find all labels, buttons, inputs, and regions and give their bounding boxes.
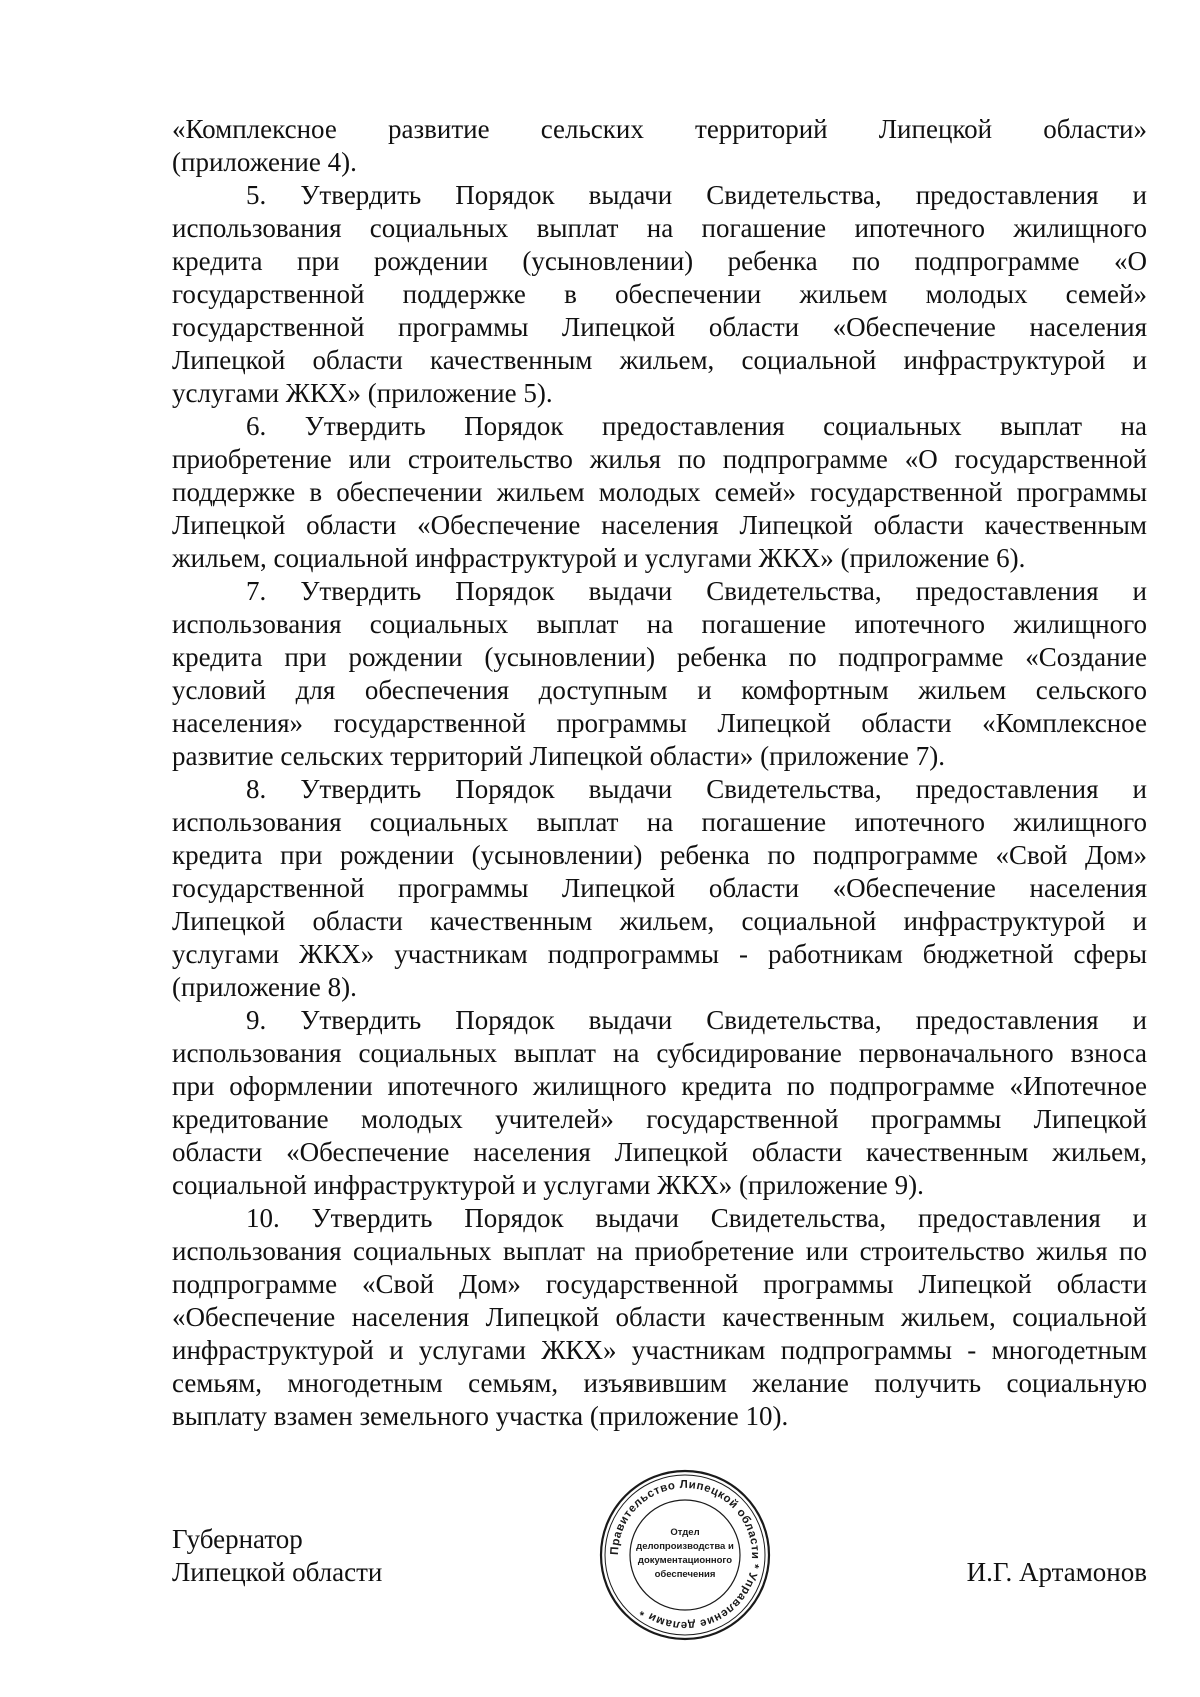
text-line: приобретение или строительство жилья по подпрограмме «О государственной [172,444,1147,474]
text-line: использования социальных выплат на погашение ипотечного жилищного [172,807,1147,837]
text-line: области «Обеспечение населения Липецкой области качественным жильем, [172,1137,1147,1167]
text-line: поддержке в обеспечении жильем молодых семей» государственной программы [172,477,1147,507]
text-line: кредита при рождении (усыновлении) ребенка по подпрограмме «Свой Дом» [172,840,1147,870]
svg-text:обеспечения: обеспечения [654,1569,716,1580]
text-line: услугами ЖКХ» участникам подпрограммы - работникам бюджетной сферы [172,939,1147,969]
text-line: (приложение 4). [172,147,357,177]
text-line: условий для обеспечения доступным и комфортным жильем сельского [172,675,1147,705]
signer-name: И.Г. Артамонов [966,1557,1147,1587]
stamp-center-text [636,1527,734,1580]
text-line: использования социальных выплат на погашение ипотечного жилищного [172,213,1147,243]
text-line: Липецкой области «Обеспечение населения Липецкой области качественным [172,510,1147,540]
signer-region: Липецкой области [172,1557,383,1587]
text-line: государственной программы Липецкой области «Обеспечение населения [172,873,1147,903]
item-5-line: 5. Утвердить Порядок выдачи Свидетельства, предоставления и [246,180,1147,210]
text-line: (приложение 8). [172,972,357,1002]
text-line: социальной инфраструктурой и услугами ЖКХ» (приложение 9). [172,1170,924,1200]
text-line: использования социальных выплат на приобретение или строительство жилья по [172,1236,1147,1266]
text-line: семьям, многодетным семьям, изъявившим желание получить социальную [172,1368,1147,1398]
text-line: инфраструктурой и услугами ЖКХ» участникам подпрограммы - многодетным [172,1335,1147,1365]
text-line: Липецкой области качественным жильем, социальной инфраструктурой и [172,345,1147,375]
text-line: жильем, социальной инфраструктурой и услугами ЖКХ» (приложение 6). [172,543,1026,573]
text-line: использования социальных выплат на субсидирование первоначального взноса [172,1038,1147,1068]
item-7-line: 7. Утвердить Порядок выдачи Свидетельства, предоставления и [246,576,1147,606]
svg-text:Отдел: Отдел [670,1527,700,1538]
text-line: населения» государственной программы Липецкой области «Комплексное [172,708,1147,738]
item-8-line: 8. Утвердить Порядок выдачи Свидетельства, предоставления и [246,774,1147,804]
text-line: кредита при рождении (усыновлении) ребенка по подпрограмме «О [172,246,1147,276]
stamp-ring-text: Правительство Липецкой области * Управление делами * [608,1478,762,1632]
text-line: развитие сельских территорий Липецкой области» (приложение 7). [172,741,945,771]
text-line: кредита при рождении (усыновлении) ребенка по подпрограмме «Создание [172,642,1147,672]
official-stamp [598,1468,772,1642]
text-line: использования социальных выплат на погашение ипотечного жилищного [172,609,1147,639]
text-line: Липецкой области качественным жильем, социальной инфраструктурой и [172,906,1147,936]
text-line: услугами ЖКХ» (приложение 5). [172,378,553,408]
text-line: государственной программы Липецкой области «Обеспечение населения [172,312,1147,342]
signer-position: Губернатор [172,1524,303,1554]
text-line: кредитование молодых учителей» государственной программы Липецкой [172,1104,1147,1134]
svg-text:документационного: документационного [637,1555,733,1566]
text-line: подпрограмме «Свой Дом» государственной программы Липецкой области [172,1269,1147,1299]
item-6-line: 6. Утвердить Порядок предоставления социальных выплат на [246,411,1147,441]
svg-text:делопроизводства и: делопроизводства и [636,1541,734,1552]
text-line: «Обеспечение населения Липецкой области качественным жильем, социальной [172,1302,1147,1332]
text-line: государственной поддержке в обеспечении жильем молодых семей» [172,279,1147,309]
text-line: при оформлении ипотечного жилищного кредита по подпрограмме «Ипотечное [172,1071,1147,1101]
item-9-line: 9. Утвердить Порядок выдачи Свидетельства, предоставления и [246,1005,1147,1035]
item-10-line: 10. Утвердить Порядок выдачи Свидетельства, предоставления и [246,1203,1147,1233]
text-line: «Комплексное развитие сельских территорий Липецкой области» [172,114,1147,144]
text-line: выплату взамен земельного участка (приложение 10). [172,1401,789,1431]
